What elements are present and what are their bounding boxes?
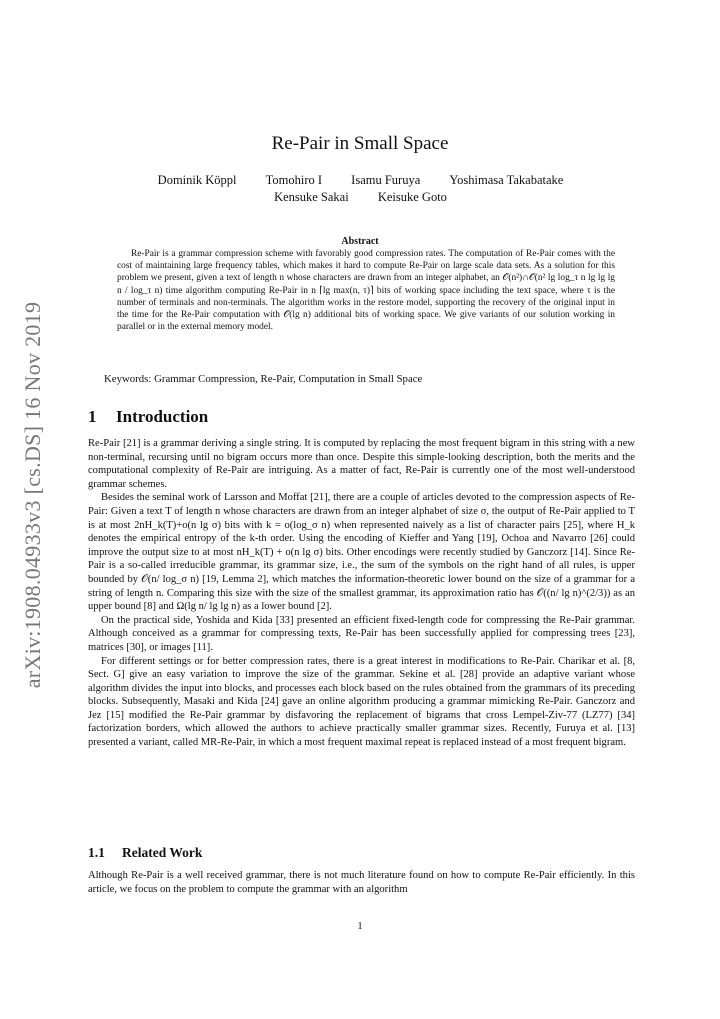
author-row-2 (88, 189, 633, 206)
section-number: 1 (88, 407, 97, 426)
paragraph: Besides the seminal work of Larsson and Moffat [21], there are a couple of articles devoted to the compression aspects of Re-Pair: Given a text T of length n whose characters are drawn from an integer alphabet of size σ, the output of Re-Pair applied to T is at most 2nH_k(T)+o(n lg σ) bits with k = o(log_σ n) when represented naively as a list of character pairs [25], where H_k denotes the empirical entropy of the k-th order. Using the encoding of Kieffer and Yang [19], Ochoa and Navarro [26] could improve the output size to at most nH_k(T) + o(n lg σ) bits. Other encodings were recently studied by Ganczorz [14]. Since Re-Pair is a so-called irreducible grammar, its grammar size, i.e., the sum of the symbols on the right hand of all rules, is upper bounded by 𝒪(n/ log_σ n) [19, Lemma 2], which matches the information-theoretic lower bound on the size of a grammar for a string of length n. Comparing this size with the size of the smallest grammar, its approximation ratio has 𝒪((n/ lg n)^(2/3)) as an upper bound [8] and Ω(lg n/ lg lg n) as a lower bound [2]. (88, 492, 635, 613)
introduction-body (88, 437, 635, 750)
author-name: Dominik Köppl (157, 173, 237, 187)
author-row-1 (88, 172, 633, 189)
paragraph: On the practical side, Yoshida and Kida [33] presented an efficient fixed-length code for compressing the Re-Pair grammar. Although conceived as a grammar for compressing texts, Re-Pair has been successfully applied for compressing trees [23], matrices [30], or images [11]. (88, 614, 635, 653)
related-work-body (88, 869, 635, 896)
abstract-heading: Abstract (341, 236, 379, 247)
author-name: Keisuke Goto (377, 190, 447, 204)
paragraph: Re-Pair [21] is a grammar deriving a single string. It is computed by replacing the most frequent bigram in this string with a new non-terminal, recursing until no bigram occurs more than once. Despite this simple-looking description, both the merits and the computational complexity of Re-Pair are intriguing. As a matter of fact, Re-Pair is currently one of the most well-understood grammar schemes. (88, 438, 635, 490)
section-title: Introduction (116, 407, 209, 426)
arxiv-sidebar-stamp (8, 290, 58, 700)
section-heading-introduction (88, 407, 208, 427)
paragraph: Although Re-Pair is a well received grammar, there is not much literature found on how to compute Re-Pair efficiently. In this article, we focus on the problem to compute the grammar with an algorithm (88, 870, 635, 895)
subsection-heading-related-work (88, 845, 202, 861)
paper-title: Re-Pair in Small Space (271, 133, 449, 154)
author-name: Tomohiro I (265, 173, 323, 187)
abstract-text: Re-Pair is a grammar compression scheme with favorably good compression rates. The computation of Re-Pair comes with the cost of maintaining large frequency tables, which makes it hard to compute Re-Pair on large scale data sets. As a solution for this problem we present, given a text of length n whose characters are drawn from an integer alphabet, an 𝒪(n²)∩𝒪(n² lg log_τ n lg lg lg n / log_τ n) time algorithm computing Re-Pair in n ⌈lg max(n, τ)⌉ bits of working space including the text space, where τ is the number of terminals and non-terminals. The algorithm works in the restore model, supporting the recovery of the original input in the time for the Re-Pair computation with 𝒪(lg n) additional bits of working space. We give variants of our solution working in parallel or in the external memory model. (117, 249, 615, 333)
subsection-title: Related Work (122, 845, 203, 860)
subsection-number: 1.1 (88, 845, 105, 860)
page-number: 1 (357, 921, 363, 932)
paragraph: For different settings or for better compression rates, there is a great interest in modifications to Re-Pair. Charikar et al. [8, Sect. G] give an easy variation to improve the size of the grammar. Sekine et al. [28] provide an adaptive variant whose algorithm divides the input into blocks, and processes each block based on the rules obtained from the grammars of its preceding blocks. Subsequently, Masaki and Kida [24] gave an online algorithm producing a grammar mimicking Re-Pair. Ganczorz and Jez [15] modified the Re-Pair grammar by disfavoring the replacement of bigrams that cross Lempel-Ziv-77 (LZ77) [34] factorization borders, which allowed the authors to achieve practically smaller grammar sizes. Recently, Furuya et al. [13] presented a variant, called MR-Re-Pair, in which a most frequent maximal repeat is replaced instead of a most frequent bigram. (88, 655, 635, 749)
keywords: Keywords: Grammar Compression, Re-Pair, Computation in Small Space (104, 373, 423, 385)
arxiv-identifier: arXiv:1908.04933v3 [cs.DS] 16 Nov 2019 (20, 301, 45, 689)
author-list (88, 172, 633, 206)
author-name: Kensuke Sakai (274, 190, 349, 204)
author-name: Yoshimasa Takabatake (449, 173, 564, 187)
author-name: Isamu Furuya (351, 173, 421, 187)
